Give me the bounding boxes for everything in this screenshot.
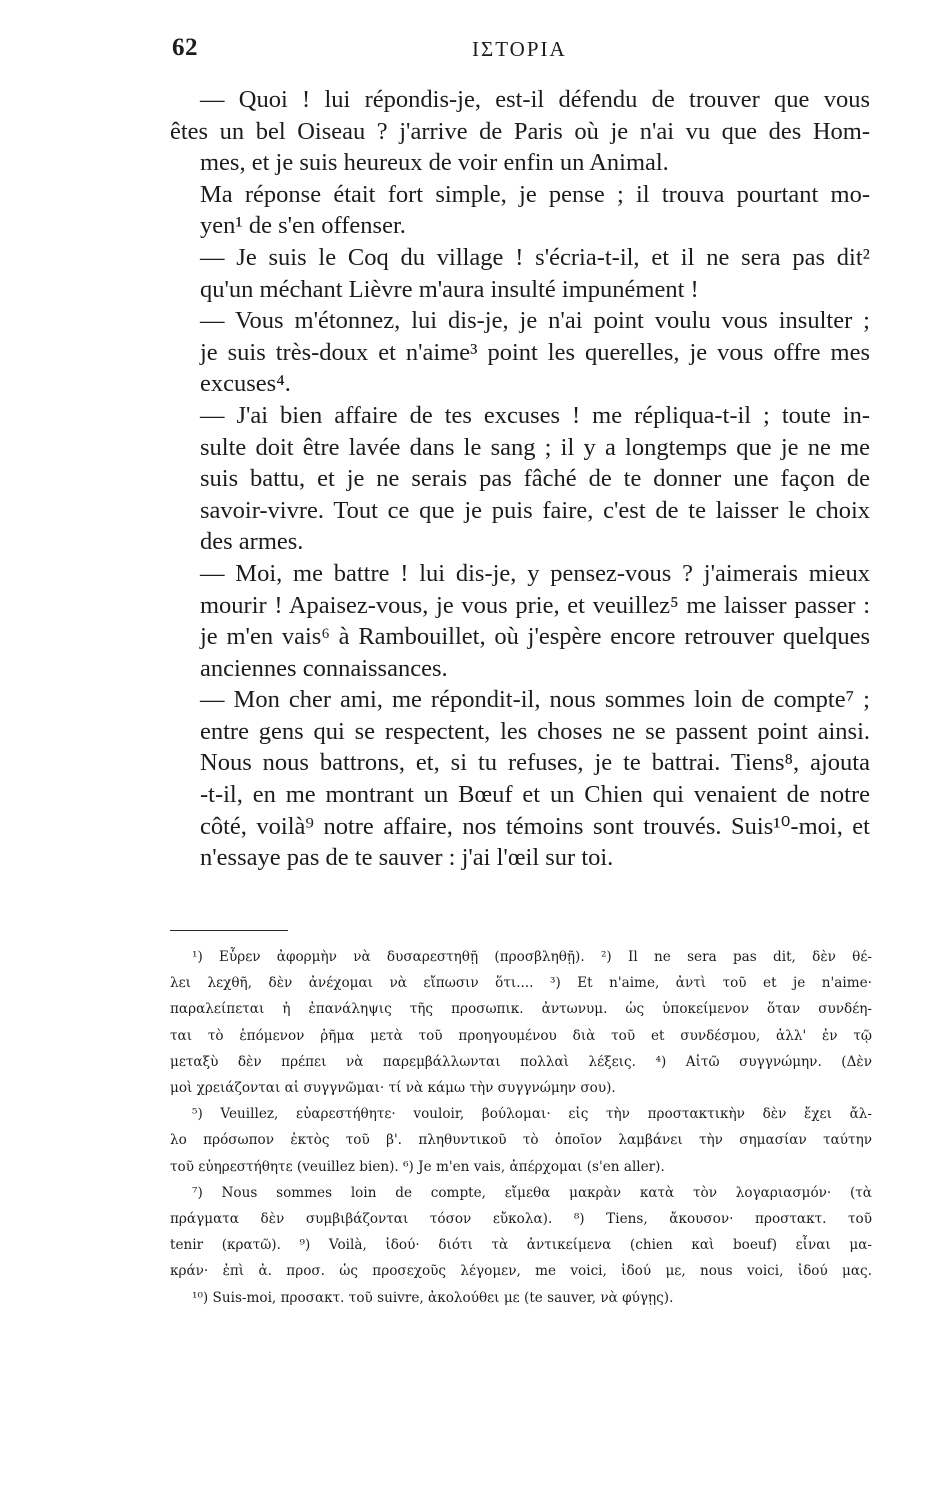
footnote-line: τοῦ εὐηρεστήθητε (veuillez bien). ⁶) Je m'en vais, ἀπέρχομαι (s'en aller). xyxy=(170,1158,665,1175)
paragraph-7 xyxy=(170,684,870,874)
footnote-line: ¹⁰) Suis-moi, προσακτ. τοῦ suivre, ἀκολούθει με (te sauver, νὰ φύγῃς). xyxy=(192,1289,674,1306)
footnote-line: μοὶ χρειάζονται αἱ συγγνῶμαι· τί νὰ κάμω τὴν συγγνώμην σου). xyxy=(170,1080,616,1097)
footnote-line: ⁷) Nous sommes loin de compte, εἴμεθα μακρὰν κατὰ τὸν λογαριασμόν· (τὰ xyxy=(192,1184,872,1201)
footnote-line: ται τὸ ἑπόμενον ῥῆμα μετὰ τοῦ προηγουμένου διὰ τοῦ et συνδέσμου, ἀλλ' ἐν τῷ xyxy=(170,1027,872,1044)
text-line: savoir-vivre. Tout ce que je puis faire, c'est de te laisser le choix xyxy=(200,496,870,524)
main-text xyxy=(170,84,870,874)
footnote-line: κράν· ἐπὶ ἀ. προσ. ὡς προσεχοῦς λέγομεν, me voici, ἰδού με, nous voici, ἰδού μας. xyxy=(170,1263,872,1280)
footnote-line: λο πρόσωπον ἐκτὸς τοῦ β'. πληθυντικοῦ τὸ ὁποῖον λαμβάνει τὴν σημασίαν ταύτην xyxy=(170,1132,872,1149)
text-line: qu'un méchant Lièvre m'aura insulté impunément ! xyxy=(200,275,699,303)
footnote-line: μεταξὺ δὲν πρέπει νὰ παρεμβάλλωνται πολλαὶ λέξεις. ⁴) Αἰτῶ συγγνώμην. (Δὲν xyxy=(170,1053,872,1070)
footnote-line: παραλείπεται ἡ ἐπανάληψις τῆς προσωπικ. ἀντωνυμ. ὡς ὑποκείμενον ὅταν συνδέη- xyxy=(170,1001,872,1018)
text-line: êtes un bel Oiseau ? j'arrive de Paris où je n'ai vu que des Hom- xyxy=(170,117,870,145)
footnote-line: ¹) Εὗρεν ἀφορμὴν νὰ δυσαρεστηθῇ (προσβληθῇ). ²) Il ne sera pas dit, δὲν θέ- xyxy=(192,949,872,965)
text-line: — Mon cher ami, me répondit-il, nous sommes loin de compte⁷ ; xyxy=(200,686,870,714)
text-line: mourir ! Apaisez-vous, je vous prie, et veuillez⁵ me laisser passer : xyxy=(200,591,870,619)
text-line: — Quoi ! lui répondis-je, est-il défendu de trouver que vous xyxy=(200,86,870,113)
paragraph-1 xyxy=(170,84,870,179)
paragraph-5 xyxy=(170,400,870,558)
text-line: sulte doit être lavée dans le sang ; il y a longtemps que je ne me xyxy=(200,433,870,461)
text-line: côté, voilà⁹ notre affaire, nos témoins sont trouvés. Suis¹⁰-moi, et xyxy=(200,812,870,840)
footnote-line: λει λεχθῆ, δὲν ἀνέχομαι νὰ εἴπωσιν ὅτι.... ³) Et n'aime, ἀντὶ τοῦ et je n'aime· xyxy=(170,975,872,992)
text-line: suis battu, et je ne serais pas fâché de te donner une façon de xyxy=(200,465,870,493)
text-line: excuses⁴. xyxy=(200,370,291,398)
text-line: des armes. xyxy=(200,528,304,556)
text-line: anciennes connaissances. xyxy=(200,654,448,682)
text-line: — Moi, me battre ! lui dis-je, y pensez-vous ? j'aimerais mieux xyxy=(200,559,870,587)
footnote-line: ⁵) Veuillez, εὐαρεστήθητε· vouloir, βούλομαι· εἰς τὴν προστακτικὴν δὲν ἔχει ἄλ- xyxy=(192,1106,872,1123)
page-number: 62 xyxy=(172,34,198,61)
paragraph-2 xyxy=(170,179,870,242)
text-line: n'essaye pas de te sauver : j'ai l'œil sur toi. xyxy=(200,844,614,872)
paragraph-4 xyxy=(170,305,870,400)
footnote-line: πράγματα δὲν συμβιβάζονται τόσον εὔκολα). ⁸) Tiens, ἄκουσον· προστακτ. τοῦ xyxy=(170,1211,872,1228)
footnotes xyxy=(170,944,872,1311)
text-line: Nous nous battrons, et, si tu refuses, je te battrai. Tiens⁸, ajouta xyxy=(200,749,870,777)
text-line: — Je suis le Coq du village ! s'écria-t-il, et il ne sera pas dit² xyxy=(200,243,870,271)
text-line: Ma réponse était fort simple, je pense ; il trouva pourtant mo- xyxy=(200,180,870,208)
text-line: yen¹ de s'en offenser. xyxy=(200,212,406,240)
paragraph-6 xyxy=(170,558,870,684)
text-line: — J'ai bien affaire de tes excuses ! me répliqua-t-il ; toute in- xyxy=(200,401,870,429)
footnote-line: tenir (κρατῶ). ⁹) Voilà, ἰδού· διότι τὰ ἀντικείμενα (chien καὶ boeuf) εἶναι μα- xyxy=(170,1237,872,1254)
text-line: -t-il, en me montrant un Bœuf et un Chien qui venaient de notre xyxy=(200,781,870,809)
text-line: mes, et je suis heureux de voir enfin un Animal. xyxy=(200,149,669,177)
footnote-divider xyxy=(170,930,288,931)
text-line: je suis très-doux et n'aime³ point les querelles, je vous offre mes xyxy=(200,338,870,366)
running-title: ΙΣΤΟΡΙΑ xyxy=(472,37,567,61)
paragraph-3 xyxy=(170,242,870,305)
text-line: — Vous m'étonnez, lui dis-je, je n'ai point voulu vous insulter ; xyxy=(200,307,870,335)
text-line: je m'en vais⁶ à Rambouillet, où j'espère encore retrouver quelques xyxy=(200,623,870,651)
text-line: entre gens qui se respectent, les choses ne se passent point ainsi. xyxy=(200,717,870,745)
page-header xyxy=(172,34,872,70)
